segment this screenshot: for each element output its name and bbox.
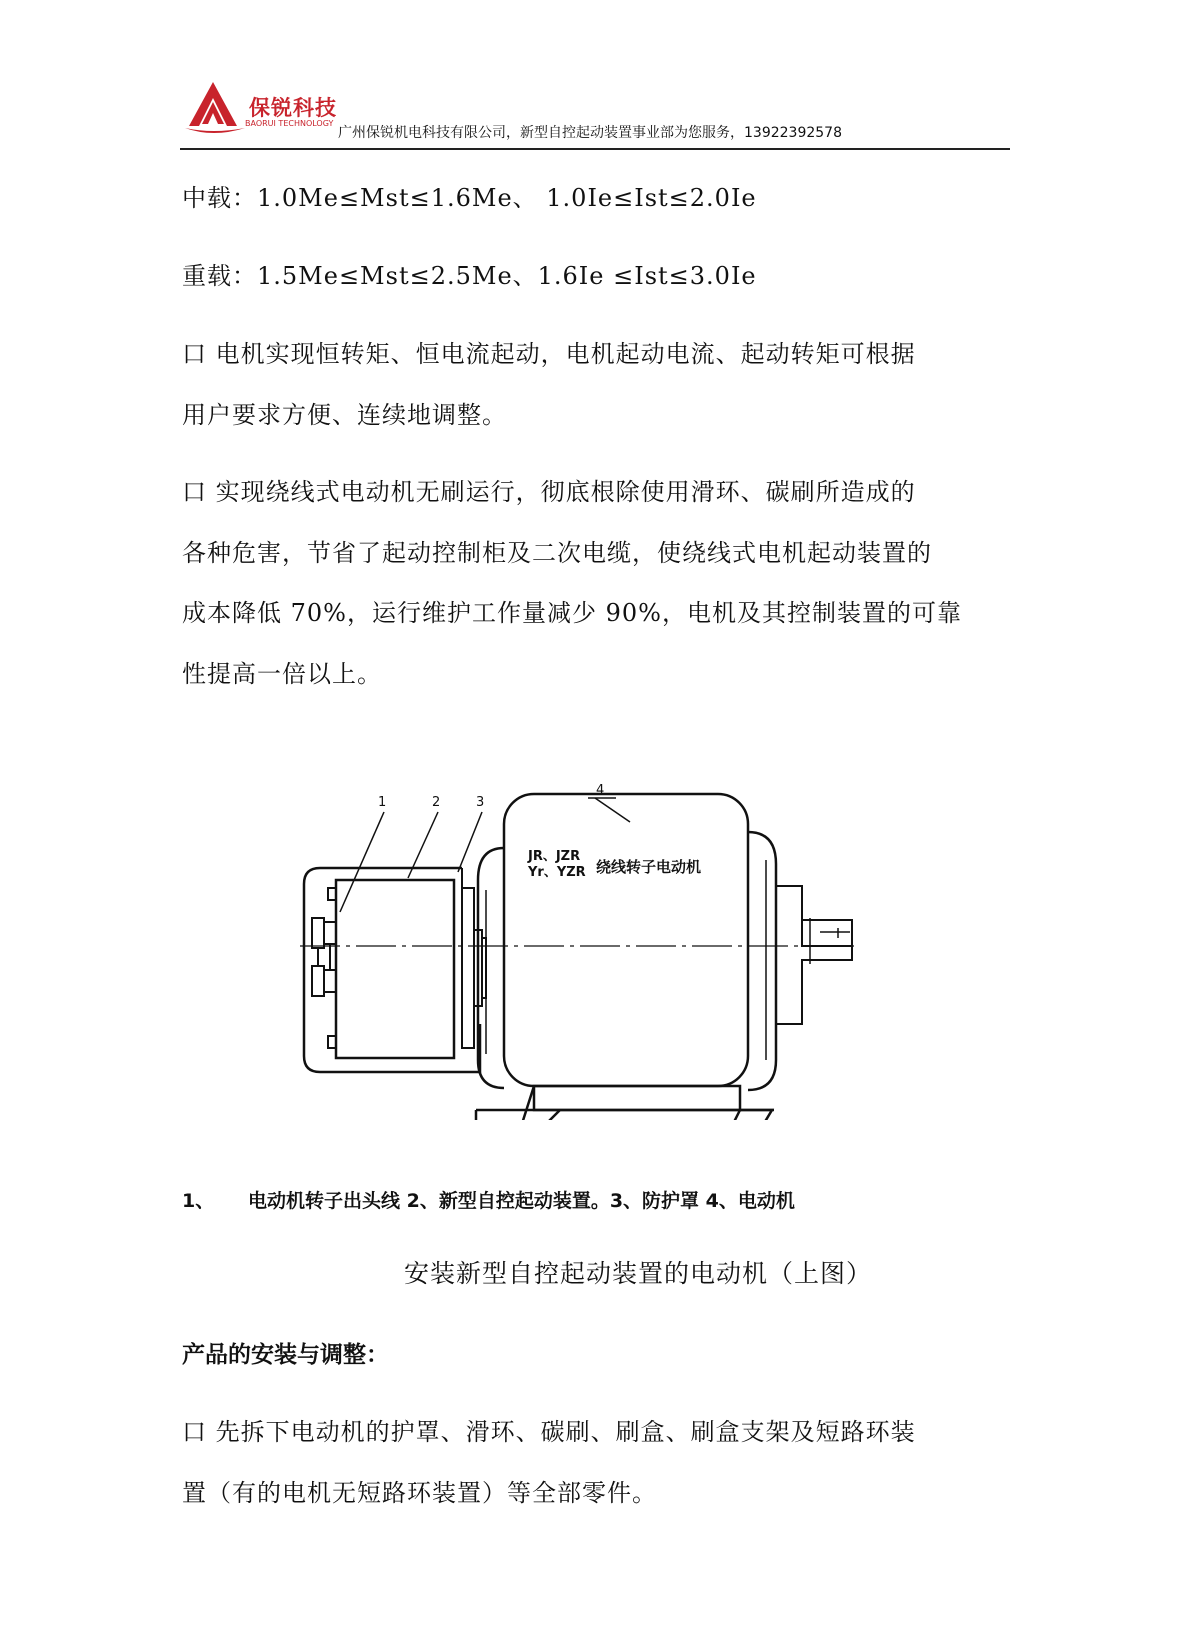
para2-line2: 各种危害，节省了起动控制柜及二次电缆，使绕线式电机起动装置的 (182, 539, 932, 567)
section-para-line1: 口 先拆下电动机的护罩、滑环、碳刷、刷盒、刷盒支架及短路环装 (182, 1418, 916, 1446)
para1-line1: 口 电机实现恒转矩、恒电流起动，电机起动电流、起动转矩可根据 (182, 340, 916, 368)
section-para-line2: 置（有的电机无短路环装置）等全部零件。 (182, 1479, 657, 1507)
para1-line2: 用户要求方便、连续地调整。 (182, 401, 507, 429)
para2-line4: 性提高一倍以上。 (182, 660, 382, 688)
caption-number: 1、 (182, 1190, 215, 1212)
motor-model-label-2: Yr、YZR (528, 865, 586, 880)
logo-name: 保锐科技 (249, 96, 337, 120)
header-company-text: 广州保锐机电科技有限公司，新型自控起动装置事业部为您服务，13922392578 (338, 125, 842, 141)
section-heading: 产品的安装与调整： (182, 1342, 389, 1368)
motor-model-label-1: JR、JZR (528, 849, 581, 864)
company-logo (183, 80, 343, 140)
header-divider (180, 148, 1010, 150)
caption-legend: 电动机转子出头线 2、新型自控起动装置。3、防护罩 4、电动机 (248, 1190, 795, 1212)
motor-name-label: 绕线转子电动机 (596, 858, 702, 876)
callout-3: 3 (476, 795, 485, 810)
spec-heavy-load: 重载：1.5Me≤Mst≤2.5Me、1.6Ie ≤Ist≤3.0Ie (182, 262, 757, 290)
para2-line3: 成本降低 70%，运行维护工作量减少 90%，电机及其控制装置的可靠 (182, 599, 962, 627)
spec-medium-load: 中载：1.0Me≤Mst≤1.6Me、 1.0Ie≤Ist≤2.0Ie (182, 184, 757, 212)
logo-mark-icon (183, 80, 247, 136)
callout-2: 2 (432, 795, 441, 810)
figure-title: 安装新型自控起动装置的电动机（上图） (404, 1259, 873, 1288)
motor-drawing (290, 760, 910, 1120)
callout-4: 4 (596, 783, 605, 798)
logo-english-name: BAORUI TECHNOLOGY (245, 119, 334, 128)
callout-1: 1 (378, 795, 387, 810)
para2-line1: 口 实现绕线式电动机无刷运行，彻底根除使用滑环、碳刷所造成的 (182, 478, 916, 506)
